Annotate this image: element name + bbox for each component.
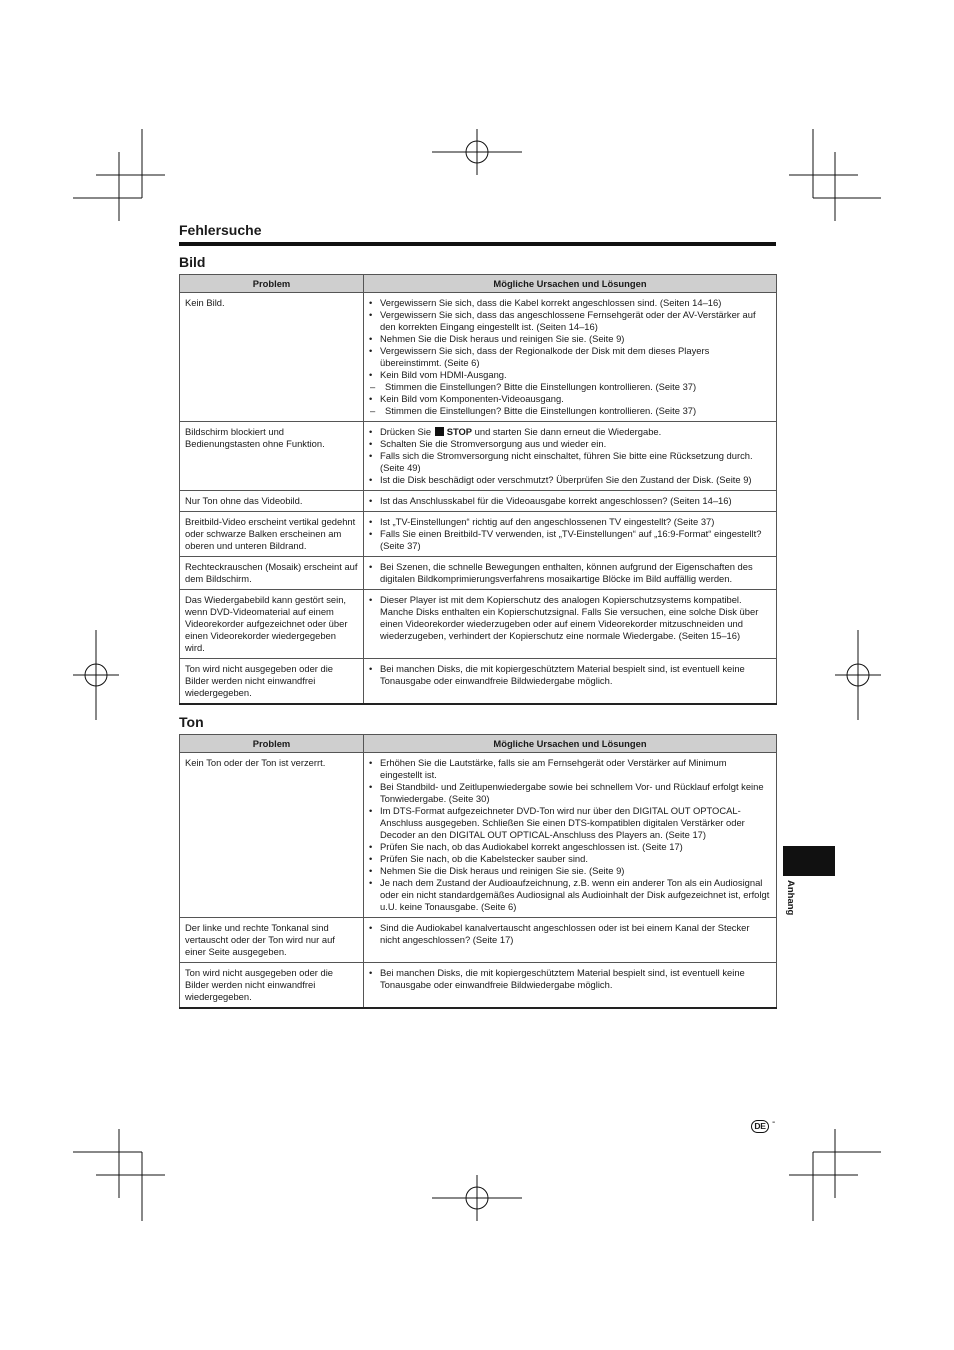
solution-item: • Vergewissern Sie sich, dass der Regionalkode der Disk mit dem dieses Players übereinstimmt. (Seite 6) [369, 345, 771, 369]
table-row [180, 918, 777, 963]
problem-cell: Kein Bild. [180, 293, 364, 422]
solution-item: • Nehmen Sie die Disk heraus und reinigen Sie sie. (Seite 9) [369, 865, 771, 877]
solution-list [369, 922, 771, 946]
table-header-row [180, 275, 777, 293]
solution-cell [364, 422, 777, 491]
solution-item: • Dieser Player ist mit dem Kopierschutz des analogen Kopierschutzsystems kompatibel. Manche Disks enthalten ein Kopierschutzsignal. Falls Sie versuchen, eine solche Disk über einen Videorekorder wiederzugeben oder auf einem Videorekorder mitzuschneiden und wiederzugeben, verhindert der Kopierschutz eine normale Wiedergabe. (Seiten 15–16) [369, 594, 771, 642]
solution-item: • Kein Bild vom HDMI-Ausgang. [369, 369, 771, 381]
solution-cell [364, 491, 777, 512]
stop-key-label: STOP [446, 426, 473, 437]
solution-item: • Je nach dem Zustand der Audioaufzeichnung, z.B. wenn ein anderer Ton als ein Audiosignal oder ein nicht standardgemäßes Audiosignal als Audioinhalt der Disk aufgezeichnet ist, erfolgt u.U. keine Tonausgabe. (Seite 6) [369, 877, 771, 913]
problem-cell: Der linke und rechte Tonkanal sind vertauscht oder der Ton wird nur auf einer Seite ausgegeben. [180, 918, 364, 963]
chapter-label: Anhang [785, 880, 796, 916]
column-header-solutions: Mögliche Ursachen und Lösungen [364, 275, 777, 293]
heading-rule [179, 242, 776, 246]
solution-item: • Bei Standbild- und Zeitlupenwiedergabe sowie bei schnellem Vor- und Rücklauf erfolgt keine Tonwiedergabe. (Seite 30) [369, 781, 771, 805]
bild-table [179, 274, 777, 705]
section-title-bild: Bild [179, 254, 206, 270]
table-row [180, 590, 777, 659]
solution-item: • Vergewissern Sie sich, dass die Kabel korrekt angeschlossen sind. (Seiten 14–16) [369, 297, 771, 309]
solution-item: • Nehmen Sie die Disk heraus und reinigen Sie sie. (Seite 9) [369, 333, 771, 345]
solution-item: • Schalten Sie die Stromversorgung aus und wieder ein. [369, 438, 771, 450]
stop-icon [435, 427, 444, 436]
ton-table-body [180, 753, 777, 1009]
chapter-tab [783, 846, 835, 876]
solution-item: • Falls Sie einen Breitbild-TV verwenden, ist „TV-Einstellungen“ auf „16:9-Format“ eingestellt? (Seite 37) [369, 528, 771, 552]
bild-table-body [180, 293, 777, 705]
solution-list [369, 426, 771, 486]
solution-cell [364, 590, 777, 659]
ton-table [179, 734, 777, 1009]
solution-item: • Prüfen Sie nach, ob die Kabelstecker sauber sind. [369, 853, 771, 865]
solution-item: • Ist das Anschlusskabel für die Videoausgabe korrekt angeschlossen? (Seiten 14–16) [369, 495, 771, 507]
solution-item: • Erhöhen Sie die Lautstärke, falls sie am Fernsehgerät oder Verstärker auf Minimum eingestellt ist. [369, 757, 771, 781]
table-row [180, 512, 777, 557]
solution-cell [364, 512, 777, 557]
section-title-ton: Ton [179, 714, 204, 730]
solution-item: • Im DTS-Format aufgezeichneter DVD-Ton wird nur über den DIGITAL OUT OPTOCAL-Anschluss ausgegeben. Schließen Sie einen DTS-kompatiblen digitalen Verstärker oder Decoder an den DIGITAL OUT OPTICAL-Anschluss des Players an. (Seite 17) [369, 805, 771, 841]
table-row [180, 659, 777, 705]
solution-item: • Ist die Disk beschädigt oder verschmutzt? Überprüfen Sie den Zustand der Disk. (Seite 9) [369, 474, 771, 486]
solution-subitem: – Stimmen die Einstellungen? Bitte die Einstellungen kontrollieren. (Seite 37) [369, 381, 771, 393]
solution-cell [364, 918, 777, 963]
solution-list [369, 663, 771, 687]
solution-item: • Ist „TV-Einstellungen“ richtig auf den angeschlossenen TV eingestellt? (Seite 37) [369, 516, 771, 528]
problem-cell: Breitbild-Video erscheint vertikal gedehnt oder schwarze Balken erscheinen am oberen und unteren Bildrand. [180, 512, 364, 557]
table-row [180, 422, 777, 491]
solution-item: • Falls sich die Stromversorgung nicht einschaltet, führen Sie bitte eine Rücksetzung durch. (Seite 49) [369, 450, 771, 474]
problem-cell: Rechteckrauschen (Mosaik) erscheint auf dem Bildschirm. [180, 557, 364, 590]
table-row [180, 963, 777, 1009]
solution-subitem: – Stimmen die Einstellungen? Bitte die Einstellungen kontrollieren. (Seite 37) [369, 405, 771, 417]
solution-item: • Prüfen Sie nach, ob das Audiokabel korrekt angeschlossen ist. (Seite 17) [369, 841, 771, 853]
solution-cell [364, 753, 777, 918]
page-content [179, 219, 776, 1009]
problem-cell: Nur Ton ohne das Videobild. [180, 491, 364, 512]
column-header-problem: Problem [180, 735, 364, 753]
table-row [180, 753, 777, 918]
table-row [180, 557, 777, 590]
solution-text: Drücken Sie [380, 426, 432, 437]
problem-cell: Bildschirm blockiert und Bedienungstasten ohne Funktion. [180, 422, 364, 491]
solution-list [369, 967, 771, 991]
table-header-row [180, 735, 777, 753]
column-header-problem: Problem [180, 275, 364, 293]
solution-item: • Kein Bild vom Komponenten-Videoausgang. [369, 393, 771, 405]
solution-list [369, 757, 771, 913]
solution-text: und starten Sie dann erneut die Wiedergabe. [474, 426, 662, 437]
solution-list [369, 516, 771, 552]
solution-list [369, 594, 771, 642]
solution-item: • Bei Szenen, die schnelle Bewegungen enthalten, können aufgrund der Eigenschaften des digitalen Bildkomprimierungsverfahrens mosaikartige Blöcke im Bild auffällig werden. [369, 561, 771, 585]
solution-cell [364, 293, 777, 422]
page-number-separator: - [772, 1117, 776, 1128]
solution-cell [364, 557, 777, 590]
solution-list [369, 495, 771, 507]
table-row [180, 293, 777, 422]
solution-item: • Sind die Audiokabel kanalvertauscht angeschlossen oder ist bei einem Kanal der Stecker nicht angeschlossen? (Seite 17) [369, 922, 771, 946]
solution-list [369, 561, 771, 585]
solution-list [369, 297, 771, 417]
solution-item: • Bei manchen Disks, die mit kopiergeschütztem Material bespielt sind, ist eventuell keine Tonausgabe oder einwandfreie Bildwiedergabe möglich. [369, 967, 771, 991]
solution-item [369, 426, 771, 438]
solution-cell [364, 963, 777, 1009]
problem-cell: Das Wiedergabebild kann gestört sein, wenn DVD-Videomaterial auf einem Videorekorder aufgezeichnet oder über einen Videorekorder wiedergegeben wird. [180, 590, 364, 659]
solution-cell [364, 659, 777, 705]
solution-item: • Vergewissern Sie sich, dass das angeschlossene Fernsehgerät oder der AV-Verstärker auf den korrekten Eingang eingestellt ist. (Seiten 14–16) [369, 309, 771, 333]
language-badge: DE [751, 1120, 769, 1133]
page-heading: Fehlersuche [179, 222, 262, 238]
problem-cell: Ton wird nicht ausgegeben oder die Bilder werden nicht einwandfrei wiedergegeben. [180, 963, 364, 1009]
column-header-solutions: Mögliche Ursachen und Lösungen [364, 735, 777, 753]
table-row [180, 491, 777, 512]
problem-cell: Ton wird nicht ausgegeben oder die Bilder werden nicht einwandfrei wiedergegeben. [180, 659, 364, 705]
solution-item: • Bei manchen Disks, die mit kopiergeschütztem Material bespielt sind, ist eventuell keine Tonausgabe oder einwandfreie Bildwiedergabe möglich. [369, 663, 771, 687]
problem-cell: Kein Ton oder der Ton ist verzerrt. [180, 753, 364, 918]
